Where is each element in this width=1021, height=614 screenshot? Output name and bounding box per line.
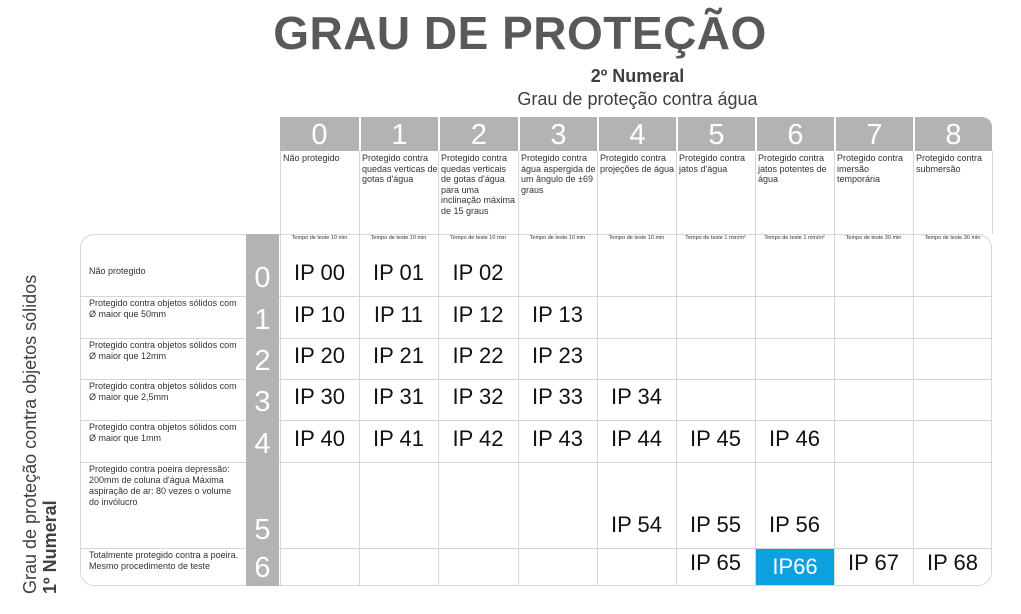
first-numeral-label: 1º Numeral — [40, 500, 60, 594]
column-description: Protegido contra quedas verticas de gotas d'água — [362, 153, 438, 184]
column-header-2: 2 — [438, 117, 518, 151]
column-header-0: 0 — [311, 119, 328, 151]
ip-rating: IP 56 — [769, 512, 820, 537]
row-description: Protegido contra objetos sólidos com Ø maior que 50mm — [89, 298, 237, 319]
column-description: Protegido contra submersão — [916, 153, 983, 174]
column-description: Protegido contra jatos d'água — [679, 153, 746, 174]
ip-rating: IP 12 — [452, 302, 504, 327]
ip-rating: IP 65 — [690, 550, 741, 575]
grid-line — [913, 151, 914, 586]
column-header-8: 8 — [913, 117, 992, 151]
row-description: Protegido contra poeira depressão: 200mm de coluna d'água Máxima aspiração de ar: 80 vezes o volume do invólucro — [89, 464, 232, 507]
column-test-time: Tempo de teste 1 min/m² — [764, 235, 825, 241]
ip-rating: IP 45 — [690, 426, 741, 451]
ip-rating: IP 41 — [373, 426, 424, 451]
column-test-time: Tempo de teste 10 min — [291, 235, 348, 241]
column-test-time: Tempo de teste 30 min — [845, 235, 902, 241]
ip-rating: IP 68 — [927, 550, 978, 575]
ip-rating: IP 67 — [848, 550, 899, 575]
column-description: Não protegido — [283, 153, 340, 163]
ip-rating: IP 34 — [611, 384, 662, 409]
grid-line — [80, 296, 992, 297]
row-description: Protegido contra objetos sólidos com Ø maior que 2,5mm — [89, 381, 237, 402]
row-description: Totalmente protegido contra a poeira. Mesmo procedimento de teste — [89, 550, 239, 571]
ip-rating: IP 44 — [611, 426, 662, 451]
column-test-time: Tempo de teste 10 min — [529, 235, 586, 241]
ip-rating: IP 23 — [532, 343, 583, 368]
second-numeral-sublabel: Grau de proteção contra água — [517, 89, 758, 109]
ip-rating: IP 42 — [452, 426, 504, 451]
grid-line — [834, 151, 835, 586]
ip-rating: IP 33 — [532, 384, 583, 409]
column-description: Protegido contra jatos potentes de água — [758, 153, 827, 184]
column-description: Protegido contra imersão temporária — [837, 153, 904, 184]
column-description: Protegido contra água aspergida de um ângulo de ±69 graus — [521, 153, 596, 195]
ip-rating: IP 55 — [690, 512, 741, 537]
column-header-6: 6 — [755, 117, 834, 151]
ip-rating: IP 10 — [294, 302, 345, 327]
ip-rating: IP 00 — [294, 260, 345, 285]
row-description: Protegido contra objetos sólidos com Ø maior que 1mm — [89, 422, 237, 443]
row-header-3: 3 — [254, 386, 271, 418]
grid-line — [80, 420, 992, 421]
ip-rating: IP 32 — [452, 384, 504, 409]
column-description: Protegido contra quedas verticais de gotas d'água para uma inclinação máxima de 15 graus — [441, 153, 516, 216]
first-numeral-axis — [20, 275, 60, 594]
ip-rating: IP 30 — [294, 384, 345, 409]
page-title: GRAU DE PROTEÇÃO — [273, 7, 767, 59]
second-numeral-label: 2º Numeral — [590, 66, 685, 86]
ip-rating: IP 21 — [373, 343, 424, 368]
row-description: Não protegido — [89, 266, 146, 276]
ip-rating: IP 40 — [294, 426, 345, 451]
ip-rating-highlighted: IP66 — [756, 549, 834, 585]
row-header-6: 6 — [254, 552, 271, 584]
column-test-time: Tempo de teste 10 min — [450, 235, 506, 241]
grid-line — [80, 462, 992, 463]
ip-rating: IP 11 — [373, 302, 424, 327]
column-header-1: 1 — [359, 117, 438, 151]
column-test-time: Tempo de teste 10 min — [370, 235, 427, 241]
row-header-0: 0 — [254, 262, 271, 294]
ip-rating: IP 02 — [452, 260, 504, 285]
column-test-time: Tempo de teste 10 min — [608, 235, 665, 241]
ip-rating: IP 43 — [532, 426, 583, 451]
column-header-5: 5 — [676, 117, 755, 151]
ip-rating: IP 13 — [532, 302, 583, 327]
row-header-4: 4 — [254, 428, 271, 460]
ip-rating: IP 22 — [452, 343, 504, 368]
row-description: Protegido contra objetos sólidos com Ø maior que 12mm — [89, 340, 237, 361]
grid-line — [992, 151, 993, 234]
column-description: Protegido contra projeções de água — [600, 153, 675, 174]
row-header-1: 1 — [254, 304, 271, 336]
ip-rating: IP 46 — [769, 426, 820, 451]
column-header-4: 4 — [597, 117, 676, 151]
column-test-time: Tempo de teste 1 min/m² — [685, 235, 746, 241]
ip-rating: IP 31 — [373, 384, 424, 409]
column-header-7: 7 — [834, 117, 913, 151]
first-numeral-sublabel: Grau de proteção contra objetos sólidos — [20, 274, 40, 594]
ip-rating: IP 01 — [373, 260, 424, 285]
column-header-3: 3 — [518, 117, 597, 151]
ip-rating: IP 20 — [294, 343, 345, 368]
row-header-2: 2 — [254, 345, 271, 377]
column-test-time: Tempo de teste 30 min — [924, 235, 981, 241]
ip-rating: IP 54 — [611, 512, 662, 537]
row-header-5: 5 — [254, 514, 271, 546]
